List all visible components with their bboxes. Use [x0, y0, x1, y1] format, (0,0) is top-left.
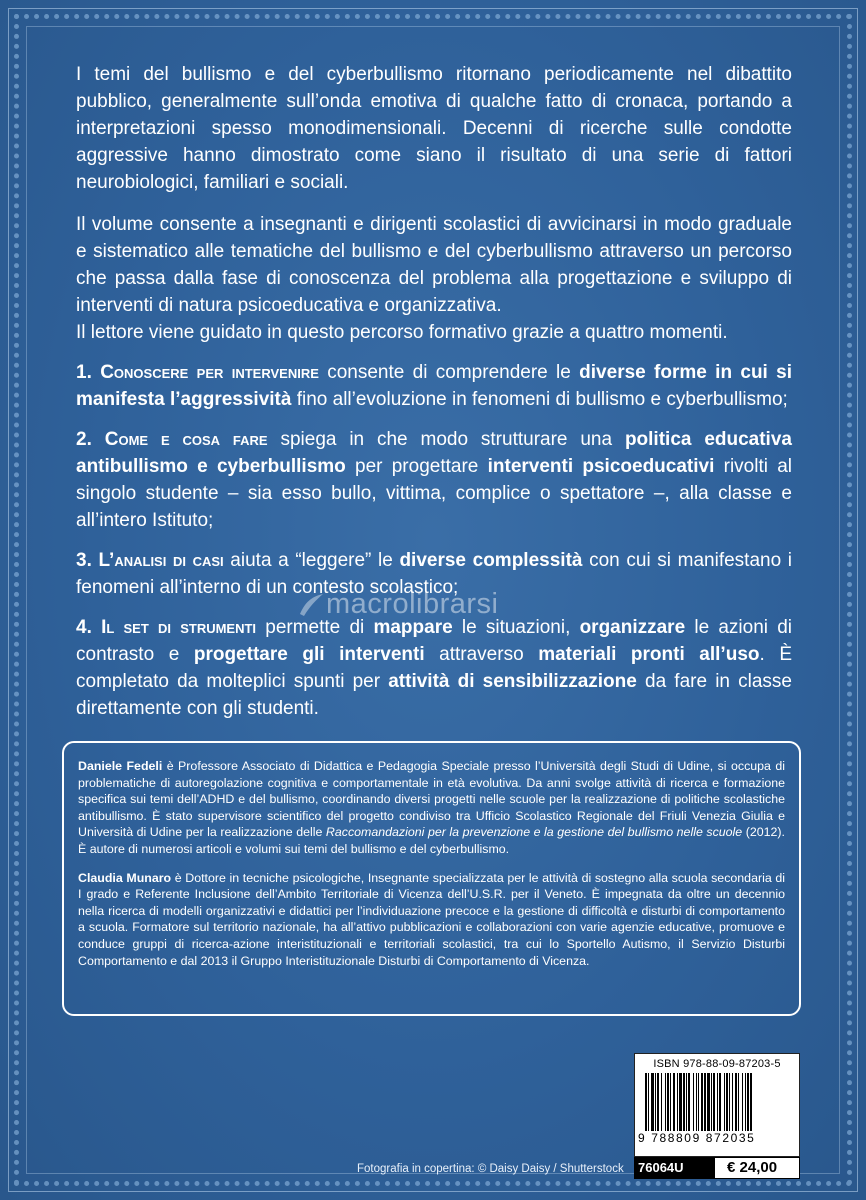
step-text: rivolti al singolo studente – sia esso bullo, vittima, complice o spettatore –, alla classe e all’intero Istituto;	[76, 456, 792, 531]
step-title: Il set di strumenti	[101, 617, 257, 638]
step-title: Come e cosa fare	[104, 429, 268, 450]
step-highlight: progettare gli interventi	[193, 644, 425, 665]
intro-paragraph-3: Il lettore viene guidato in questo percorso formativo grazie a quattro momenti.	[76, 322, 728, 343]
step-number: 4.	[76, 617, 92, 638]
barcode-bar	[735, 1073, 737, 1131]
step-number: 3.	[76, 550, 92, 571]
step-text: permette di	[256, 617, 374, 638]
step-highlight: attività di sensibilizzazione	[388, 671, 637, 692]
step-highlight: diverse complessità	[399, 550, 583, 571]
watermark-logo-icon	[296, 590, 326, 620]
barcode-bar	[704, 1073, 706, 1131]
barcode-bar	[657, 1073, 659, 1131]
step-number: 2.	[76, 429, 92, 450]
barcode-bar	[667, 1073, 669, 1131]
barcode-bar	[726, 1073, 728, 1131]
barcode-bar	[729, 1073, 730, 1131]
author-bio-1	[78, 758, 785, 858]
barcode-bar	[698, 1073, 699, 1131]
barcode-bar	[719, 1073, 721, 1131]
barcode-bar	[707, 1073, 710, 1131]
author-name: Daniele Fedeli	[78, 759, 163, 773]
step-4	[76, 614, 792, 722]
step-title: L’analisi di casi	[98, 550, 224, 571]
photo-credit: Fotografia in copertina: © Daisy Daisy / Shutterstock	[357, 1163, 624, 1175]
bio-text: è Dottore in tecniche psicologiche, Insegnante specializzata per le attività di sostegno alla scuola secondaria di I grado e Referente Inclusione dell’Ambito Territoriale di Vicenza dell’U.S.R. per il Veneto. È impegnata da oltre un decennio nella ricerca di modelli organizzativi e didattici per l’individuazione precoce e la gestione di difficoltà e disturbi di comportamento a scuola. Formatore sul territorio nazionale, ha all’attivo pubblicazioni e collaborazioni con varie agenzie educative, promuove e conduce gruppi di ricerca-azione interistituzionali e territoriali scolastici, tra cui lo Sportello Autismo, il Servizio Disturbi Comportamento e dal 2013 il Gruppo Interistituzionale Disturbi di Comportamento di Vicenza.	[78, 870, 785, 968]
step-text: fino all’evoluzione in fenomeni di bullismo e cyberbullismo;	[291, 389, 788, 410]
step-highlight: organizzare	[579, 617, 686, 638]
barcode-bar	[693, 1073, 694, 1131]
barcode-bar	[738, 1073, 739, 1131]
step-1	[76, 359, 792, 413]
step-text: le situazioni,	[452, 617, 580, 638]
barcode-bar	[645, 1073, 647, 1131]
barcode-bar	[717, 1073, 718, 1131]
step-text: spiega in che modo strutturare una	[267, 429, 625, 450]
barcode-bar	[742, 1073, 743, 1131]
step-text: aiuta a “leggere” le	[223, 550, 400, 571]
barcode-bar	[673, 1073, 675, 1131]
intro-paragraph-2: Il volume consente a insegnanti e dirigenti scolastici di avvicinarsi in modo graduale e sistematico alle tematiche del bullismo e del cyberbullismo attraverso un percorso che passa dalla fase di conoscenza del problema alla progettazione e sviluppo di interventi di natura psicoeducativa e organizzativa.	[76, 214, 792, 316]
step-title: Conoscere per intervenire	[100, 362, 319, 383]
price-row	[634, 1157, 800, 1179]
author-bio-2	[78, 870, 785, 970]
author-name: Claudia Munaro	[78, 870, 172, 885]
bio-text: (2012). È autore di numerosi articoli e volumi sui temi del bullismo e del cyberbullismo.	[78, 825, 785, 856]
barcode-bar	[665, 1073, 666, 1131]
barcode-bar	[696, 1073, 697, 1131]
step-highlight: politica educativa antibullismo e cyberbullismo	[76, 429, 792, 477]
author-bio-box	[62, 741, 801, 1016]
isbn: ISBN 978-88-09-87203-5	[653, 1058, 781, 1070]
barcode-bar	[648, 1073, 649, 1131]
barcode-bar	[683, 1073, 685, 1131]
step-text: . È completato da molteplici spunti per	[76, 644, 793, 692]
bio-text: è Professore Associato di Didattica e Pedagogia Speciale presso l’Università degli Studi di Udine, si occupa di problematiche di autoregolazione cognitiva e comportamentale in età evolutiva. Da anni svolge attività di ricerca e formazione specifica sui temi dell’ADHD e del bullismo, coordinando diversi progetti nelle scuole per la realizzazione di politiche scolastiche antibullismo. È stato supervisore scientifico del progetto condiviso tra Ufficio Scolastico Regionale del Friuli Venezia Giulia e Università di Udine per la realizzazione delle	[78, 759, 785, 840]
watermark: macrolibrarsi	[326, 588, 499, 620]
step-text: attraverso	[424, 644, 539, 665]
barcode-bar	[677, 1073, 678, 1131]
barcode-bar	[661, 1073, 662, 1131]
barcode-bar	[732, 1073, 733, 1131]
blurb	[76, 61, 792, 722]
product-code: 76064U	[634, 1157, 714, 1179]
step-highlight: materiali pronti all’uso	[538, 644, 760, 665]
step-text: consente di comprendere le	[318, 362, 580, 383]
barcode-bar	[750, 1073, 752, 1131]
ean-digits: 9 788809 872035	[638, 1131, 756, 1145]
step-highlight: interventi psicoeducativi	[487, 456, 715, 477]
book-title: Raccomandazioni per la prevenzione e la gestione del bullismo nelle scuole	[325, 825, 743, 840]
barcode-bar	[651, 1073, 654, 1131]
intro-paragraph-1: I temi del bullismo e del cyberbullismo ritornano periodicamente nel dibattito pubblico, generalmente sull’onda emotiva di qualche fatto di cronaca, portando a interpretazioni spesso monodimensionali. Decenni di ricerche sulle condotte aggressive hanno dimostrato come siano il risultato di una serie di fattori neurobiologici, familiari e sociali.	[76, 64, 792, 193]
barcode-bar	[679, 1073, 682, 1131]
barcode-bar	[713, 1073, 715, 1131]
barcode-bar	[747, 1073, 749, 1131]
barcode-bar	[686, 1073, 687, 1131]
barcode-bars	[645, 1073, 791, 1131]
barcode-block	[634, 1053, 800, 1157]
barcode-bar	[745, 1073, 746, 1131]
step-highlight: diverse forme in cui si manifesta l’aggressività	[76, 362, 793, 410]
barcode-bar	[688, 1073, 690, 1131]
barcode-bar	[711, 1073, 712, 1131]
step-2	[76, 426, 792, 534]
step-text: per progettare	[345, 456, 488, 477]
step-number: 1.	[76, 362, 92, 383]
barcode-bar	[724, 1073, 725, 1131]
barcode-bar	[670, 1073, 671, 1131]
step-text: da fare in classe direttamente con gli studenti.	[76, 671, 792, 719]
barcode-bar	[701, 1073, 703, 1131]
price: € 24,00	[714, 1157, 800, 1179]
step-highlight: mappare	[373, 617, 453, 638]
barcode-bar	[655, 1073, 656, 1131]
step-text: le azioni di contrasto e	[76, 617, 793, 665]
step-text: con cui si manifestano i fenomeni all’interno di un contesto scolastico;	[76, 550, 793, 598]
